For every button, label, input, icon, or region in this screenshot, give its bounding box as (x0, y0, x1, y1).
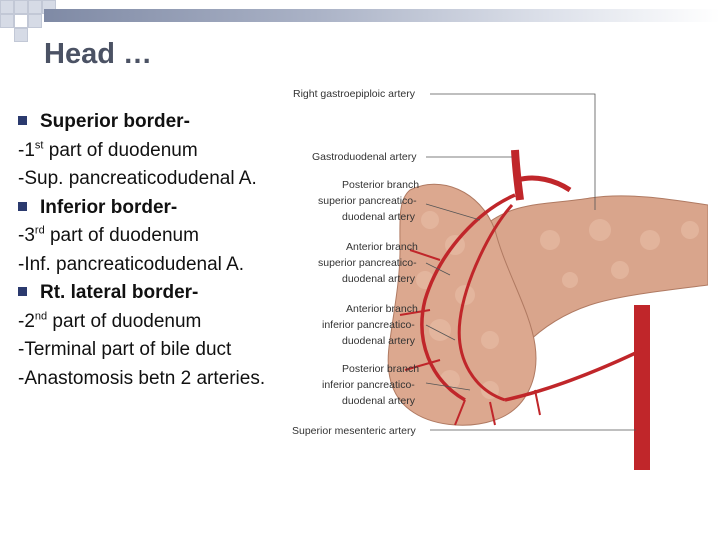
label-posterior-inferior-2: inferior pancreatico- (322, 379, 415, 391)
label-right-gastroepiploic-artery: Right gastroepiploic artery (293, 88, 415, 100)
ordinal-suffix: st (34, 139, 44, 152)
detail-text: part of duodenum (43, 139, 198, 161)
ordinal-suffix: nd (34, 310, 48, 323)
square-bullet-icon (18, 287, 27, 296)
detail-text: -Sup. pancreaticodudenal A. (18, 168, 257, 189)
detail-line (18, 365, 298, 394)
slide-title: Head … (44, 38, 152, 70)
gastroduodenal-artery (515, 150, 520, 200)
label-anterior-superior-2: superior pancreatico- (318, 257, 417, 269)
detail-line (18, 137, 298, 166)
title-bar-stripe (44, 9, 720, 22)
detail-text: -Inf. pancreaticodudenal A. (18, 253, 245, 275)
bullet-list (18, 108, 298, 393)
bullet-item (18, 279, 298, 308)
detail-text: -3 (18, 225, 35, 246)
bullet-item (18, 108, 298, 137)
label-posterior-inferior-3: duodenal artery (342, 395, 415, 407)
detail-line (18, 251, 298, 280)
detail-line (18, 336, 298, 365)
anatomy-illustration (290, 80, 708, 470)
label-superior-mesenteric-artery: Superior mesenteric artery (292, 425, 416, 437)
detail-text: -2 (18, 310, 35, 332)
label-anterior-inferior-1: Anterior branch (346, 303, 418, 315)
detail-text: part of duodenum (47, 310, 202, 332)
label-posterior-superior-3: duodenal artery (342, 211, 415, 223)
detail-text: -Terminal part of bile duct (18, 339, 232, 360)
detail-text: -Anastomosis betn 2 arteries. (18, 367, 266, 389)
label-anterior-superior-3: duodenal artery (342, 273, 415, 285)
label-posterior-superior-2: superior pancreatico- (318, 195, 417, 207)
detail-text: part of duodenum (44, 225, 199, 246)
label-anterior-inferior-2: inferior pancreatico- (322, 319, 415, 331)
pancreas-head-arteries-figure (290, 80, 708, 470)
bullet-item (18, 194, 298, 223)
detail-line (18, 222, 298, 251)
bullet-text: Rt. lateral border- (40, 282, 199, 303)
square-bullet-icon (18, 116, 27, 125)
label-gastroduodenal-artery: Gastroduodenal artery (312, 151, 417, 163)
label-posterior-inferior-1: Posterior branch (342, 363, 420, 375)
detail-line (18, 165, 298, 194)
label-anterior-inferior-3: duodenal artery (342, 335, 415, 347)
bullet-text: Superior border- (40, 111, 190, 132)
square-bullet-icon (18, 202, 27, 211)
detail-line (18, 308, 298, 337)
right-gastroepiploic-artery (518, 178, 570, 190)
bullet-text: Inferior border- (40, 196, 178, 218)
detail-text: -1 (18, 139, 35, 161)
ordinal-suffix: rd (34, 224, 45, 237)
label-posterior-superior-1: Posterior branch (342, 179, 420, 191)
label-anterior-superior-1: Anterior branch (346, 241, 418, 253)
